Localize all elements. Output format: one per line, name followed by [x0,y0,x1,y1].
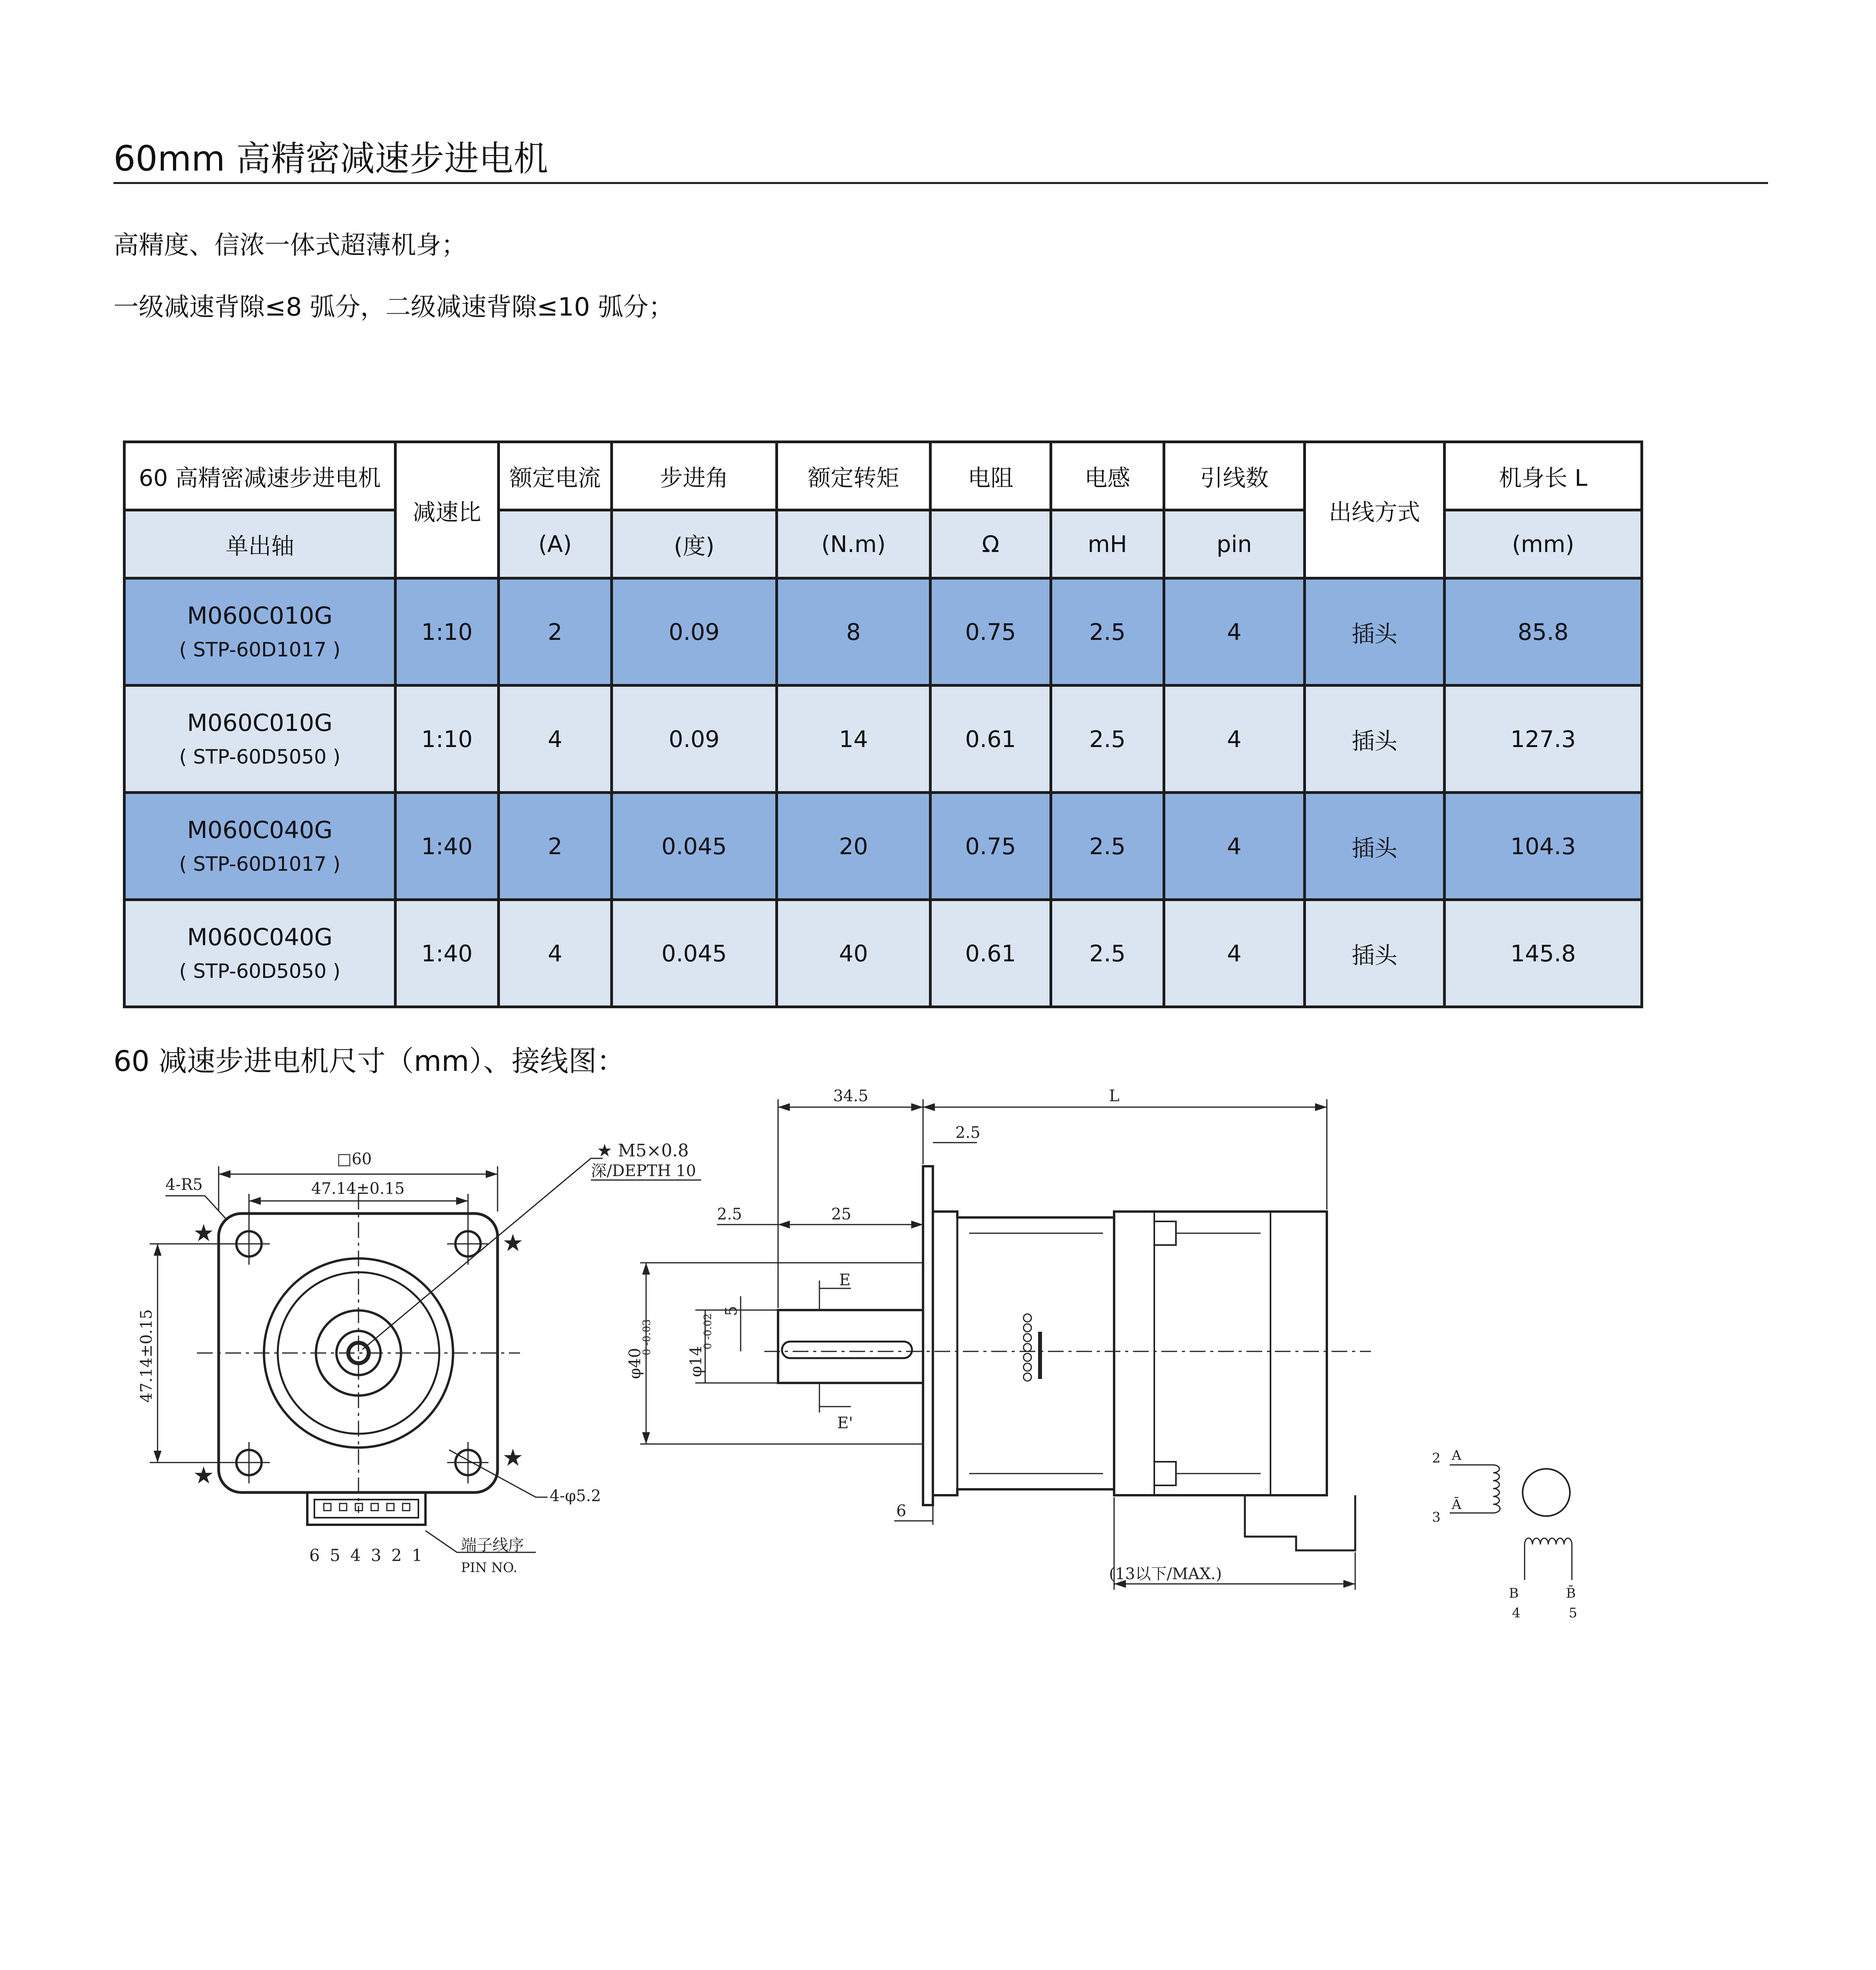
dim-2-5-top: 2.5 [955,1124,981,1142]
header-row-1 [124,442,1642,510]
side-view [626,1087,1371,1590]
step-angle-cell: 0.045 [612,793,777,900]
header-length: 机身长 L [1445,442,1642,510]
pin-2: 2 [1432,1450,1441,1466]
ratio-cell: 1:40 [396,900,499,1007]
torque-cell: 20 [777,793,931,900]
inductance-cell: 2.5 [1051,900,1164,1007]
dim-corner-radius: 4-R5 [165,1176,203,1194]
ratio-cell: 1:10 [396,686,499,793]
connection-cell: 插头 [1305,686,1445,793]
unit-current: (A) [499,510,612,578]
wiring-diagram [1432,1448,1577,1621]
dim-pitch-horizontal: 47.14±0.15 [311,1180,405,1198]
title-divider [113,182,1768,184]
page-title: 60mm 高精密减速步进电机 [113,138,548,179]
torque-cell: 40 [777,900,931,1007]
star-icon: ★ [502,1229,524,1257]
resistance-cell: 0.61 [931,900,1051,1007]
dim-phi40: φ40 [626,1348,644,1379]
model-alt: ( STP-60D1017 ) [179,638,341,661]
inductance-cell: 2.5 [1051,793,1164,900]
model-alt: ( STP-60D5050 ) [179,745,341,768]
feature-line-2: 一级减速背隙≤8 弧分，二级减速背隙≤10 弧分； [113,293,674,322]
header-torque: 额定转矩 [777,442,931,510]
current-cell: 4 [499,686,612,793]
connection-cell: 插头 [1305,578,1445,686]
header-inductance: 电感 [1051,442,1164,510]
step-angle-cell: 0.045 [612,900,777,1007]
leads-cell: 4 [1164,578,1305,686]
label-B: B [1509,1585,1519,1601]
header-series: 60 高精密减速步进电机 [124,442,396,510]
unit-inductance: mH [1051,510,1164,578]
table-row [124,578,1642,686]
current-cell: 2 [499,793,612,900]
model-alt: ( STP-60D1017 ) [179,852,341,875]
connection-cell: 插头 [1305,793,1445,900]
dim-34-5: 34.5 [833,1087,869,1105]
dim-phi40-tolerance: 0 -0.03 [641,1319,653,1355]
dim-holes: 4-φ5.2 [550,1487,601,1505]
header-leads: 引线数 [1164,442,1305,510]
table-row [124,793,1642,900]
star-icon: ★ [502,1444,524,1472]
dim-square: □60 [337,1150,372,1168]
header-current: 额定电流 [499,442,612,510]
inductance-cell: 2.5 [1051,578,1164,686]
star-icon: ★ [193,1462,214,1489]
length-cell: 85.8 [1445,578,1642,686]
dim-6: 6 [896,1502,906,1520]
length-cell: 104.3 [1445,793,1642,900]
dim-L: L [1109,1087,1120,1105]
model-cell [124,793,396,900]
header-resistance: 电阻 [931,442,1051,510]
model-cell [124,578,396,686]
torque-cell: 8 [777,578,931,686]
pin-numbers: 6 5 4 3 2 1 [309,1546,425,1565]
connection-cell: 插头 [1305,900,1445,1007]
resistance-cell: 0.75 [931,793,1051,900]
leads-cell: 4 [1164,900,1305,1007]
dimension-section-title: 60 减速步进电机尺寸（mm）、接线图： [113,1044,625,1078]
model-name: M060C040G [187,816,333,844]
unit-series: 单出轴 [124,510,396,578]
unit-length: (mm) [1445,510,1642,578]
max-note: (13以下/MAX.) [1109,1565,1222,1583]
current-cell: 4 [499,900,612,1007]
unit-leads: pin [1164,510,1305,578]
header-ratio: 减速比 [396,442,499,578]
leads-cell: 4 [1164,686,1305,793]
current-cell: 2 [499,578,612,686]
ratio-cell: 1:10 [396,578,499,686]
unit-step-angle: (度) [612,510,777,578]
label-A-bar: Ā [1452,1497,1462,1513]
step-angle-cell: 0.09 [612,686,777,793]
header-connection: 出线方式 [1305,442,1445,578]
pin-label-en: PIN NO. [461,1560,518,1576]
leads-cell: 4 [1164,793,1305,900]
torque-cell: 14 [777,686,931,793]
step-angle-cell: 0.09 [612,578,777,686]
unit-torque: (N.m) [777,510,931,578]
dim-25: 25 [831,1205,851,1223]
inductance-cell: 2.5 [1051,686,1164,793]
label-E-prime: E' [837,1414,853,1432]
model-alt: ( STP-60D5050 ) [179,959,341,983]
label-A: A [1452,1448,1462,1463]
dim-thread-depth: 深/DEPTH 10 [591,1162,696,1180]
dim-5: 5 [723,1306,741,1316]
label-B-bar: B̄ [1566,1585,1576,1601]
model-cell [124,686,396,793]
model-name: M060C010G [187,709,333,737]
dim-phi14: φ14 [687,1346,705,1377]
star-icon: ★ [193,1219,214,1247]
dim-2-5-left: 2.5 [717,1205,742,1223]
resistance-cell: 0.61 [931,686,1051,793]
model-name: M060C010G [187,602,333,630]
model-name: M060C040G [187,923,333,951]
dim-phi14-tolerance: 0 -0.02 [702,1313,714,1349]
pin-3: 3 [1432,1509,1441,1525]
unit-resistance: Ω [931,510,1051,578]
table-row [124,686,1642,793]
header-step-angle: 步进角 [612,442,777,510]
spec-table [123,440,1643,1008]
dim-pitch-vertical: 47.14±0.15 [137,1309,156,1403]
dim-thread: ★ M5×0.8 [597,1141,689,1161]
table-row [124,900,1642,1007]
pin-4: 4 [1512,1605,1521,1621]
pin-5: 5 [1569,1605,1577,1621]
ratio-cell: 1:40 [396,793,499,900]
resistance-cell: 0.75 [931,578,1051,686]
model-cell [124,900,396,1007]
pin-label: 端子线序 [461,1536,524,1554]
feature-line-1: 高精度、信浓一体式超薄机身； [113,231,466,260]
length-cell: 127.3 [1445,686,1642,793]
length-cell: 145.8 [1445,900,1642,1007]
label-E: E [839,1271,851,1289]
front-view [137,1141,701,1576]
dimension-drawing [0,1064,1876,1655]
